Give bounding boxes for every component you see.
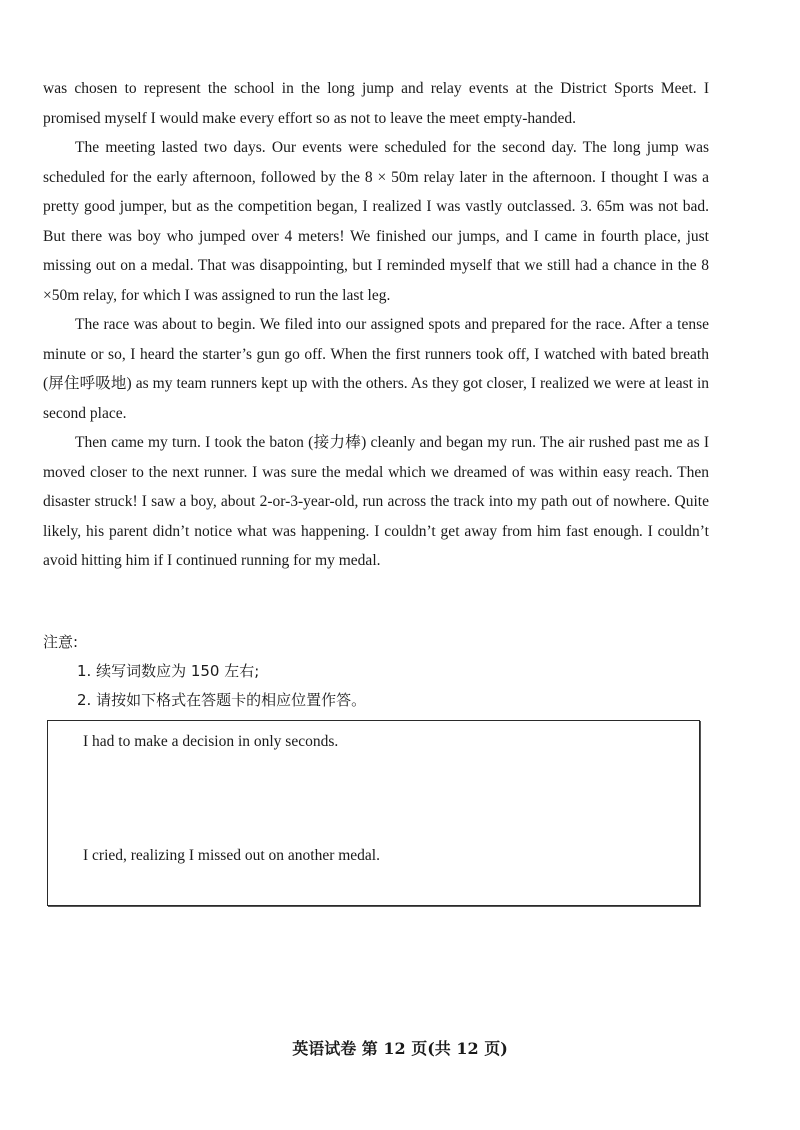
notes-title: 注意: [43, 633, 79, 651]
notes-section [43, 628, 703, 715]
note-item-2: 2. 请按如下格式在答题卡的相应位置作答。 [77, 691, 367, 709]
note-item-1: 1. 续写词数应为 150 左右; [77, 662, 260, 680]
passage-paragraph-3: The race was about to begin. We filed into our assigned spots and prepared for the race. After a tense minute or so, I heard the starter’s gun go off. When the first runners took off, I watched with bated breath (屏住呼吸地) as my team runners kept up with the others. As they got closer, I realized we were at least in second place. [43, 316, 709, 422]
page-footer: 英语试卷 第 12 页(共 12 页) [292, 1039, 508, 1058]
passage-paragraph-2: The meeting lasted two days. Our events were scheduled for the second day. The long jump was scheduled for the early afternoon, followed by the 8 × 50m relay later in the afternoon. I thought I was a pretty good jumper, but as the competition began, I realized I was vastly outclassed. 3. 65m was not bad. But there was boy who jumped over 4 meters! We finished our jumps, and I came in fourth place, just missing out on a medal. That was disappointing, but I reminded myself that we still had a chance in the 8 ×50m relay, for which I was assigned to run the last leg. [43, 139, 709, 304]
passage-paragraph-1: was chosen to represent the school in the long jump and relay events at the District Sports Meet. I promised myself I would make every effort so as not to leave the meet empty-handed. [43, 80, 709, 127]
answer-box-second-line: I cried, realizing I missed out on another medal. [83, 847, 380, 864]
answer-box [47, 720, 700, 906]
passage [43, 74, 709, 576]
passage-paragraph-4: Then came my turn. I took the baton (接力棒) cleanly and began my run. The air rushed past me as I moved closer to the next runner. I was sure the medal which we dreamed of was within easy reach. Then disaster struck! I saw a boy, about 2-or-3-year-old, run across the track into my path out of nowhere. Quite likely, his parent didn’t notice what was happening. I couldn’t get away from him fast enough. I couldn’t avoid hitting him if I continued running for my medal. [43, 434, 709, 569]
answer-box-first-line: I had to make a decision in only seconds. [83, 733, 339, 750]
